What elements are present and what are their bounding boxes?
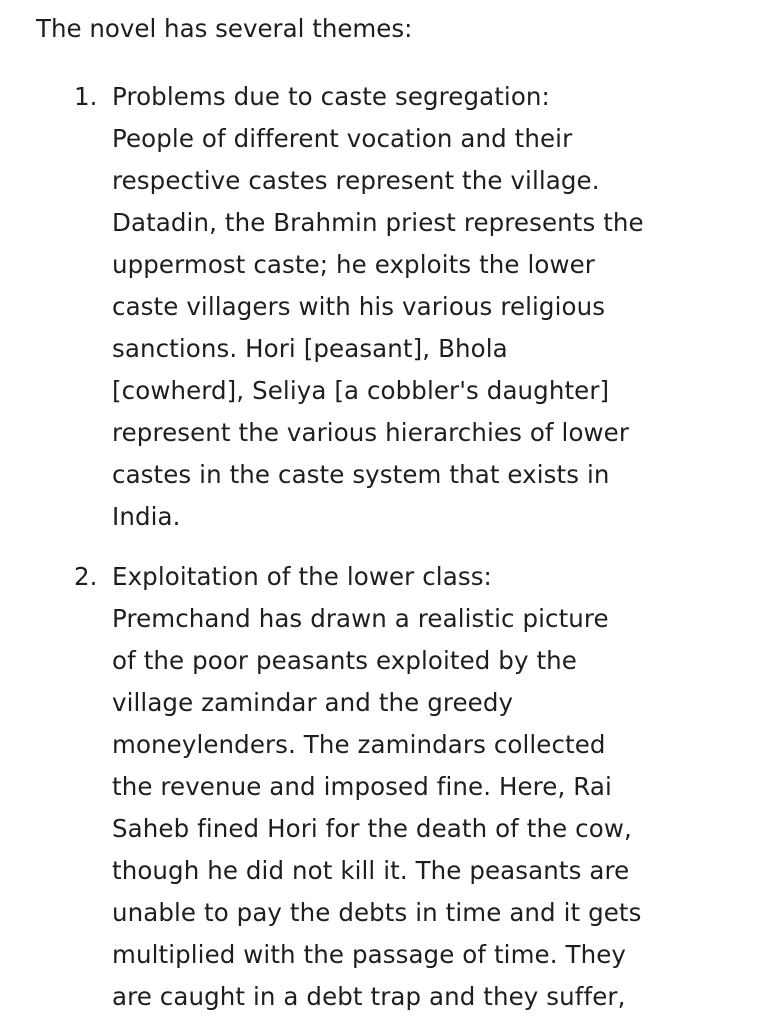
theme-text-line: uppermost caste; he exploits the lower xyxy=(112,250,595,279)
theme-text-line: village zamindar and the greedy xyxy=(112,688,514,717)
theme-text-line: unable to pay the debts in time and it gets xyxy=(112,898,642,927)
theme-text-line: moneylenders. The zamindars collected xyxy=(112,730,606,759)
theme-text-line: are caught in a debt trap and they suffer, xyxy=(112,982,626,1011)
theme-text-line: People of different vocation and their xyxy=(112,124,573,153)
theme-number: 2. xyxy=(74,562,98,591)
theme-text-line: Datadin, the Brahmin priest represents the xyxy=(112,208,644,237)
theme-text-line: [cowherd], Seliya [a cobbler's daughter] xyxy=(112,376,610,405)
theme-text-line: respective castes represent the village. xyxy=(112,166,600,195)
theme-text-line: multiplied with the passage of time. They xyxy=(112,940,626,969)
theme-heading: Exploitation of the lower class: xyxy=(112,562,492,591)
theme-text-line: castes in the caste system that exists in xyxy=(112,460,610,489)
theme-text-line: Premchand has drawn a realistic picture xyxy=(112,604,609,633)
theme-text-line: though he did not kill it. The peasants are xyxy=(112,856,630,885)
theme-text xyxy=(112,76,644,538)
theme-heading: Problems due to caste segregation: xyxy=(112,82,550,111)
intro-text: The novel has several themes: xyxy=(36,14,413,43)
theme-text-line: Saheb fined Hori for the death of the cow, xyxy=(112,814,632,843)
theme-text-line: the revenue and imposed fine. Here, Rai xyxy=(112,772,612,801)
theme-number: 1. xyxy=(74,82,98,111)
theme-text-line: sanctions. Hori [peasant], Bhola xyxy=(112,334,508,363)
theme-text-line: represent the various hierarchies of lower xyxy=(112,418,630,447)
theme-text-line: of the poor peasants exploited by the xyxy=(112,646,577,675)
theme-text-line: caste villagers with his various religious xyxy=(112,292,606,321)
theme-text-line: India. xyxy=(112,502,181,531)
theme-text xyxy=(112,556,642,1018)
